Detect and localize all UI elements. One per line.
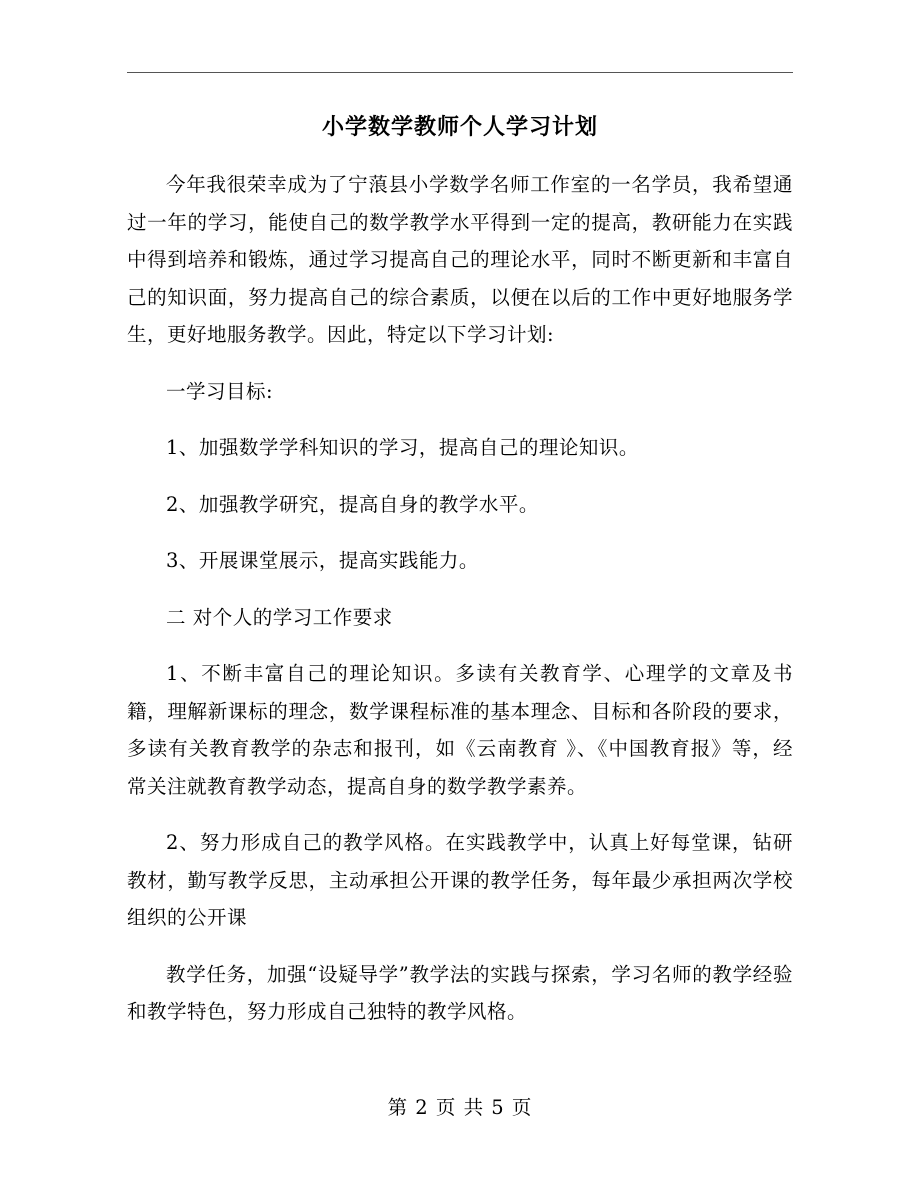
goal-item-2: 2、加强教学研究，提高自身的教学水平。 [166,492,539,516]
requirement-item-2-continued: 教学任务，加强“设疑导学”教学法的实践与探索，学习名师的教学经验和教学特色，努力形成自己独特的教学风格。 [127,962,793,1023]
requirement-item-2: 2、努力形成自己的教学风格。在实践教学中，认真上好每堂课，钻研教材，勤写教学反思，主动承担公开课的教学任务，每年最少承担两次学校组织的公开课 [127,831,793,929]
paragraph-intro: 今年我很荣幸成为了宁蒗县小学数学名师工作室的一名学员，我希望通过一年的学习，能使自己的数学教学水平得到一定的提高，教研能力在实践中得到培养和锻炼，通过学习提高自己的理论水平，同时不断更新和丰富自己的知识面，努力提高自己的综合素质，以便在以后的工作中更好地服务学生，更好地服务教学。因此，特定以下学习计划: [127,173,793,346]
goal-item-3: 3、开展课堂展示，提高实践能力。 [166,549,479,572]
section-heading-requirements: 二 对个人的学习工作要求 [166,605,393,629]
header-rule [127,72,793,73]
section-heading-goals: 一学习目标: [166,379,274,403]
goal-item-1: 1、加强数学学科知识的学习，提高自己的理论知识。 [166,436,639,459]
document-body [127,166,793,1031]
requirement-item-1: 1、不断丰富自己的理论知识。多读有关教育学、心理学的文章及书籍，理解新课标的理念，数学课程标准的基本理念、目标和各阶段的要求，多读有关教育教学的杂志和报刊，如《云南教育 》、《中国教育报》等，经常关注就教育教学动态，提高自身的数学教学素养。 [127,662,793,798]
page-number: 第 2 页 共 5 页 [387,1096,533,1119]
document-title: 小学数学教师个人学习计划 [321,114,598,140]
